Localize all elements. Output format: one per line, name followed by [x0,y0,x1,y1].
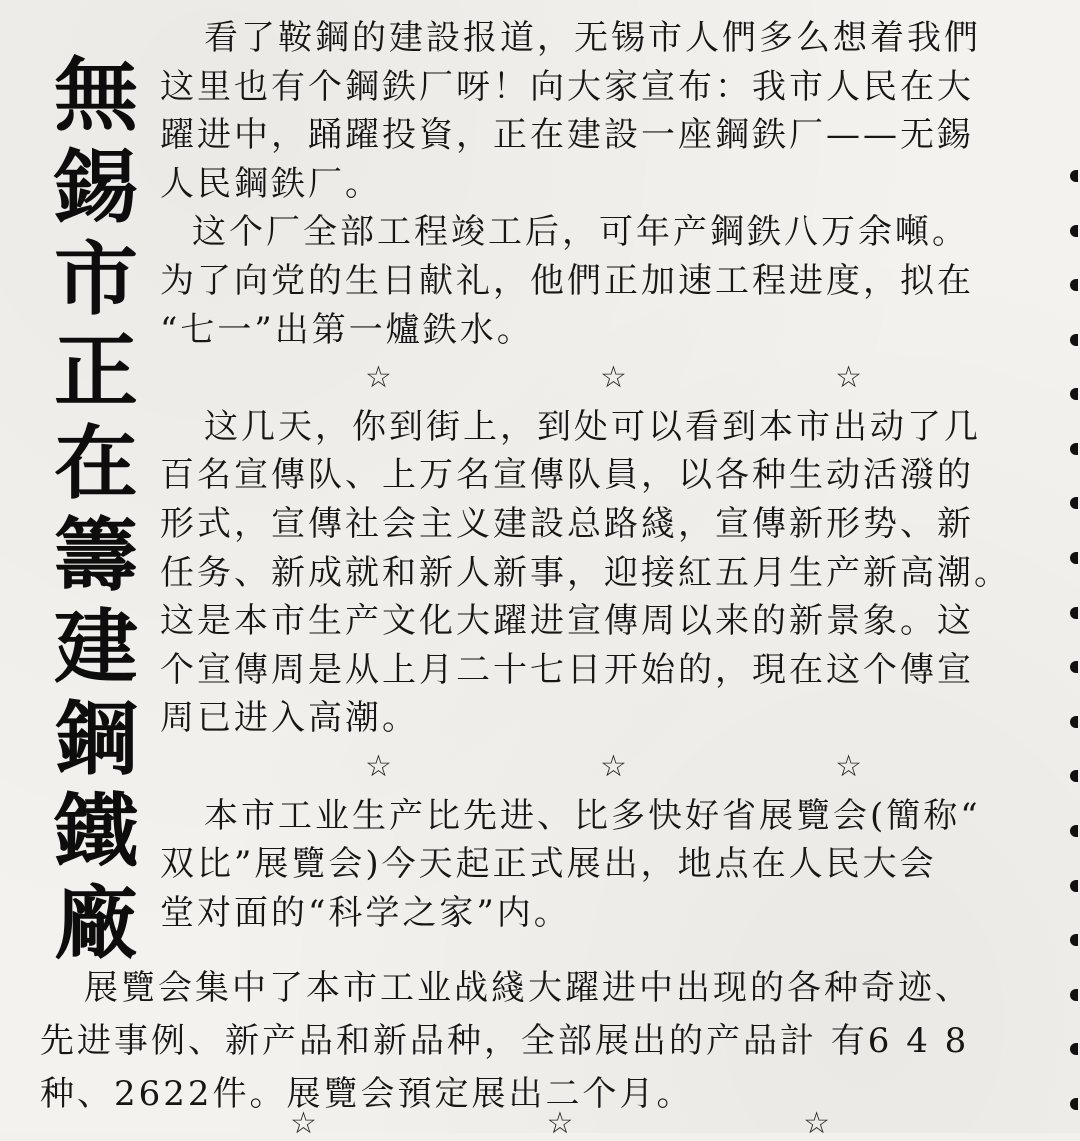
star-icon: ☆ [803,1106,830,1141]
headline-char: 市 [54,233,138,326]
edge-mark [1070,1043,1078,1055]
article-line: 种、2622件。展覽会預定展出二个月。 [40,1074,694,1114]
article-line: 这是本市生产文化大躍进宣傳周以来的新景象。这 [160,601,974,642]
star-divider [290,1106,830,1141]
edge-mark [1070,716,1078,728]
star-divider [365,743,865,792]
edge-mark [1070,552,1078,564]
article-line: 堂对面的“科学之家”内。 [160,892,571,933]
star-icon: ☆ [835,360,865,396]
edge-mark [1070,388,1078,400]
edge-mark [1070,225,1078,237]
vertical-headline [44,50,148,970]
article-line: 先进事例、新产品和新品种，全部展出的产品計 有6 4 8 [40,1021,970,1061]
article-line: 展覽会集中了本市工业战綫大躍进中出现的各种奇迹、 [84,968,972,1008]
star-icon: ☆ [365,748,395,784]
article-line: “七一”出第一爐鉄水。 [160,309,534,350]
headline-char: 正 [54,325,138,418]
headline-char: 錫 [54,141,138,234]
edge-mark [1070,443,1078,455]
star-icon: ☆ [835,748,865,784]
edge-mark [1070,334,1078,346]
headline-char: 籌 [54,509,138,602]
star-divider [365,354,865,403]
article-line: 这几天，你到街上，到处可以看到本市出动了几 [204,406,981,447]
star-icon: ☆ [600,748,630,784]
edge-mark [1070,770,1078,782]
article-line: 为了向党的生日献礼，他們正加速工程进度，拟在 [160,260,974,301]
column-edge-marks [1070,170,1080,1110]
article-line: 本市工业生产比先进、比多快好省展覽会(簡称“ [204,795,981,836]
headline-char: 無 [54,49,138,142]
article-line: 这个厂全部工程竣工后，可年产鋼鉄八万余噸。 [192,212,969,253]
edge-mark [1070,1098,1078,1110]
edge-mark [1070,497,1078,509]
headline-char: 鋼 [54,693,138,786]
article-line: 这里也有个鋼鉄厂呀！向大家宣布：我市人民在大 [160,66,974,107]
edge-mark [1070,607,1078,619]
article-line: 人民鋼鉄厂。 [160,163,382,204]
edge-mark [1070,989,1078,1001]
article-line: 个宣傳周是从上月二十七日开始的，現在这个傳宣 [160,649,974,690]
article-line: 形式，宣傳社会主义建設总路綫，宣傳新形势、新 [160,503,974,544]
edge-mark [1070,825,1078,837]
headline-char: 鐵 [54,785,138,878]
headline-char: 建 [54,601,138,694]
article-line: 任务、新成就和新人新事，迎接紅五月生产新高潮。 [160,552,1011,593]
star-icon: ☆ [546,1106,574,1141]
article-wide-body [40,962,1075,1121]
star-icon: ☆ [290,1106,317,1141]
article-line: 躍进中，踊躍投資，正在建設一座鋼鉄厂——无錫 [160,115,974,156]
edge-mark [1070,170,1078,182]
article-line: 看了鞍鋼的建設报道，无锡市人們多么想着我們 [204,18,981,58]
edge-mark [1070,661,1078,673]
article-line: 双比”展覽会)今天起正式展出，地点在人民大会 [160,844,937,885]
edge-mark [1070,934,1078,946]
edge-mark [1070,279,1078,291]
headline-char: 在 [54,417,138,510]
article-line: 百名宣傳队、上万名宣傳队員，以各种生动活潑的 [160,455,974,496]
article-body [160,14,1070,937]
star-icon: ☆ [365,360,395,396]
article-line: 周已进入高潮。 [160,698,419,739]
edge-mark [1070,880,1078,892]
headline-char: 廠 [54,877,138,970]
star-icon: ☆ [600,360,630,396]
